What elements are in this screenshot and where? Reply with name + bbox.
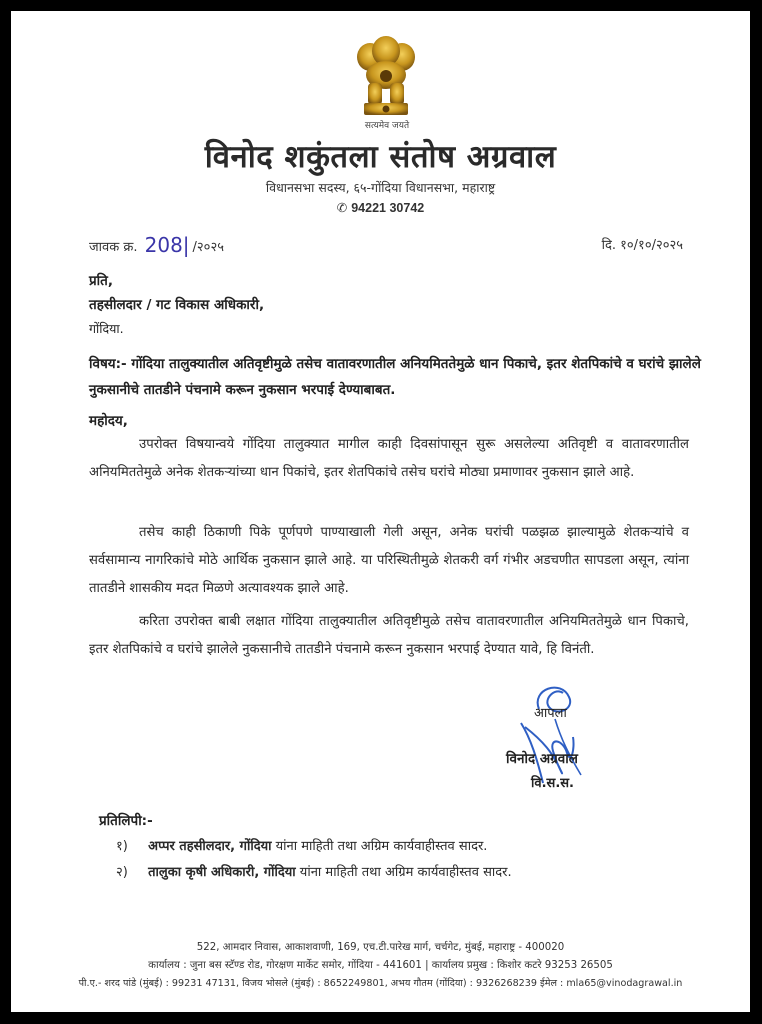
reference-year: /२०२५ (192, 240, 224, 255)
emblem-motto: सत्यमेव जयते (364, 121, 410, 131)
copy-to-item (116, 860, 512, 886)
addressee-prefix: प्रति, (89, 273, 114, 289)
body-paragraph (89, 519, 689, 603)
footer-office: कार्यालय : जुना बस स्टॅण्ड रोड, गोरक्षण मार्केट समोर, गोंदिया - 441601 | कार्यालय प्रमुख : किशोर कटरे 93253 26505 (148, 960, 613, 971)
body-paragraph-text: उपरोक्त विषयान्वये गोंदिया तालुक्यात मागील काही दिवसांपासून सुरू असलेल्या अतिवृष्टी व वातावरणातील अनियमिततेमुळे अनेक शेतकऱ्यांच्या धान पिकांचे, इतर शेतपिकांचे तसेच घरांचे मोठ्या प्रमाणावर नुकसान झाले आहे. (89, 437, 689, 480)
copy-to-list (116, 834, 512, 886)
body-paragraph-text: करिता उपरोक्त बाबी लक्षात गोंदिया तालुक्यातील अतिवृष्टीमुळे तसेच वातावरणातील अनियमिततेमुळे धान पिकाचे, इतर शेतपिकांचे व घरांचे झालेले नुकसानीचे तातडीने पंचनामे करून नुकसान भरपाई देण्यात यावे, हि विनंती. (89, 614, 689, 657)
copy-to-recipient: तालुका कृषी अधिकारी, गोंदिया (148, 865, 296, 880)
signatory-designation: वि.स.स. (531, 776, 574, 791)
reference-label: जावक क्र. (89, 240, 138, 255)
outward-reference (89, 233, 224, 257)
copy-to-recipient: अप्पर तहसीलदार, गोंदिया (148, 839, 272, 854)
letter-date: दि. १०/१०/२०२५ (601, 238, 683, 253)
letterhead-designation: विधानसभा सदस्य, ६५-गोंदिया विधानसभा, महाराष्ट्र (265, 180, 496, 195)
phone-icon: ✆ (336, 201, 348, 215)
addressee-title: तहसीलदार / गट विकास अधिकारी, (89, 297, 265, 313)
copy-to-title: प्रतिलिपी:- (99, 813, 153, 829)
signature-closing: आपला (534, 706, 567, 721)
phone-number: 94221 30742 (351, 201, 425, 215)
letterhead-name: विनोद शकुंतला संतोष अग्रवाल (204, 139, 557, 175)
copy-to-text: यांना माहिती तथा अग्रिम कार्यवाहीस्तव सादर. (275, 839, 488, 854)
body-paragraph (89, 608, 689, 664)
signatory-name: विनोद अग्रवाल (506, 751, 578, 767)
footer-address: 522, आमदार निवास, आकाशवाणी, 169, एच.टी.पारेख मार्ग, चर्चगेट, मुंबई, महाराष्ट्र - 400020 (196, 942, 565, 953)
footer-contacts: पी.ए.- शरद पांडे (मुंबई) : 99231 47131, विजय भोसले (मुंबई) : 8652249801, अभय गौतम (गोंदिया) : 9326268239 ईमेल : mla65@vinodagrawal.in (78, 978, 683, 989)
letter-page (11, 11, 750, 1012)
salutation: महोदय, (89, 413, 128, 429)
state-emblem-icon (344, 31, 428, 131)
copy-to-item (116, 834, 512, 860)
copy-to-item-number: १) (116, 839, 128, 854)
letterhead-phone (11, 200, 750, 215)
body-paragraph-text: तसेच काही ठिकाणी पिके पूर्णपणे पाण्याखाली गेली असून, अनेक घरांची पळझळ झाल्यामुळे शेतकऱ्यांचे व सर्वसामान्य नागरिकांचे मोठे आर्थिक नुकसान झाले आहे. या परिस्थितीमुळे शेतकरी वर्ग गंभीर अडचणीत सापडला असून, त्यांना तातडीने शासकीय मदत मिळणे अत्यावश्यक झाले आहे. (89, 525, 689, 596)
addressee-place: गोंदिया. (89, 321, 124, 336)
subject-line: विषय:- गोंदिया तालुक्यातील अतिवृष्टीमुळे तसेच वातावरणातील अनियमिततेमुळे धान पिकाचे, इतर शेतपिकांचे व घरांचे झालेले नुकसानीचे तातडीने पंचनामे करून नुकसान भरपाई देण्याबाबत. (89, 356, 701, 398)
reference-number-handwritten: 208| (144, 233, 190, 257)
handwritten-signature (491, 679, 701, 799)
body-paragraph (89, 431, 689, 487)
addressee-block (89, 269, 264, 341)
copy-to-item-number: २) (116, 865, 128, 880)
copy-to-text: यांना माहिती तथा अग्रिम कार्यवाहीस्तव सादर. (299, 865, 512, 880)
